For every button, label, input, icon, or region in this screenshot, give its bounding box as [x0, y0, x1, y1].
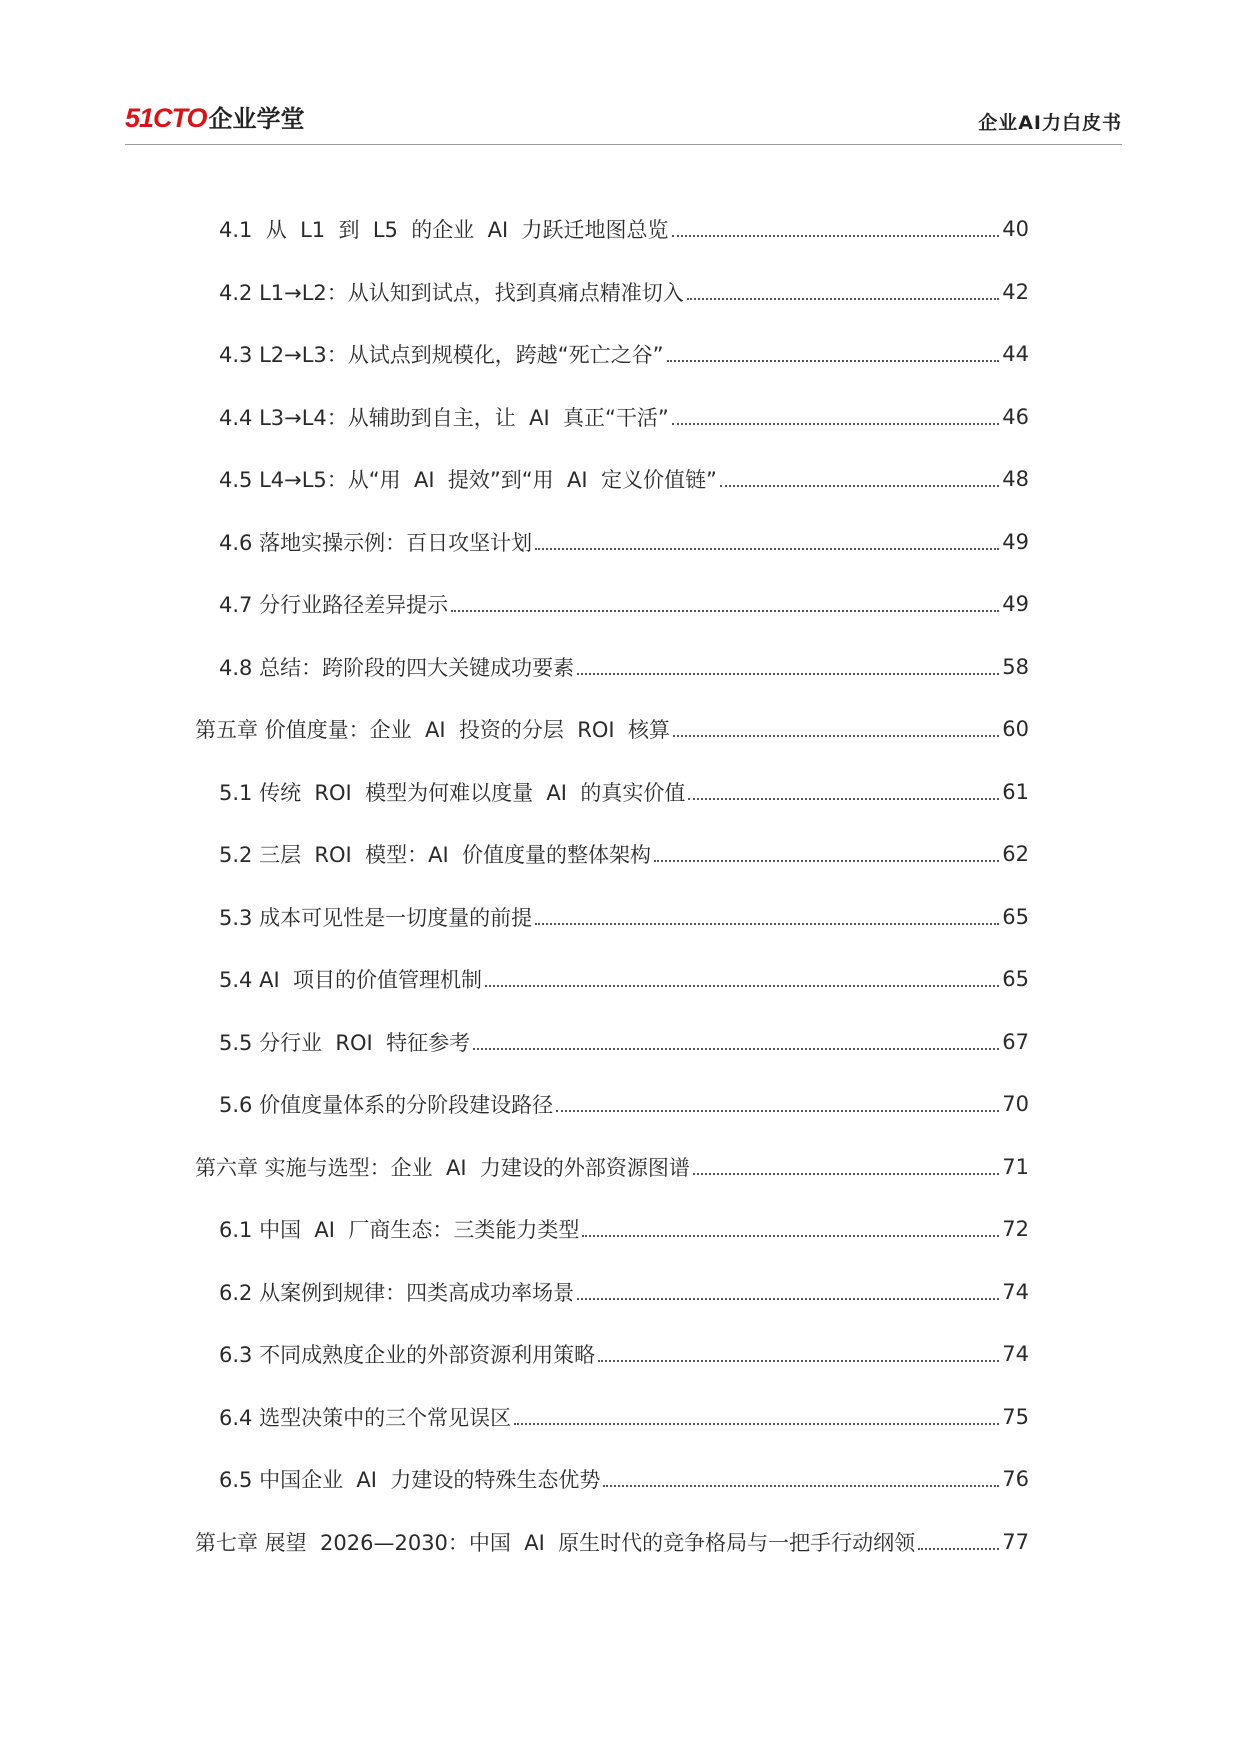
toc-dot-leader: [582, 1235, 999, 1237]
toc-page-number: 77: [1002, 1529, 1029, 1554]
toc-page-number: 75: [1002, 1404, 1029, 1429]
toc-entry-title: 6.2 从案例到规律：四类高成功率场景: [219, 1280, 575, 1305]
toc-section-entry[interactable]: [195, 1448, 1029, 1511]
toc-section-entry[interactable]: [195, 448, 1029, 511]
toc-page-number: 72: [1002, 1217, 1029, 1242]
brand-logo-group: [125, 104, 305, 133]
toc-page-number: 61: [1002, 779, 1029, 804]
toc-entry-title: 6.4 选型决策中的三个常见误区: [219, 1405, 512, 1430]
toc-page-number: 65: [1002, 967, 1029, 992]
toc-entry-title: 4.7 分行业路径差异提示: [219, 593, 449, 618]
toc-dot-leader: [598, 1360, 999, 1362]
toc-page-number: 58: [1002, 654, 1029, 679]
toc-dot-leader: [654, 860, 999, 862]
toc-section-entry[interactable]: [195, 511, 1029, 574]
toc-dot-leader: [720, 485, 999, 487]
toc-page-number: 40: [1002, 217, 1029, 242]
toc-entry-title: 5.1 传统 ROI 模型为何难以度量 AI 的真实价值: [219, 780, 686, 805]
toc-page-number: 65: [1002, 904, 1029, 929]
toc-entry-title: 第六章 实施与选型：企业 AI 力建设的外部资源图谱: [195, 1155, 690, 1180]
toc-section-entry[interactable]: [195, 1198, 1029, 1261]
toc-page-number: 49: [1002, 592, 1029, 617]
toc-page-number: 76: [1002, 1467, 1029, 1492]
toc-dot-leader: [672, 423, 999, 425]
toc-section-entry[interactable]: [195, 1323, 1029, 1386]
toc-page-number: 62: [1002, 842, 1029, 867]
toc-entry-title: 5.6 价值度量体系的分阶段建设路径: [219, 1093, 554, 1118]
toc-entry-title: 4.5 L4→L5：从“用 AI 提效”到“用 AI 定义价值链”: [219, 468, 717, 493]
toc-dot-leader: [603, 1485, 999, 1487]
toc-chapter-entry[interactable]: [195, 698, 1029, 761]
toc-dot-leader: [451, 610, 999, 612]
toc-entry-title: 5.2 三层 ROI 模型：AI 价值度量的整体架构: [219, 843, 651, 868]
toc-dot-leader: [485, 985, 999, 987]
toc-section-entry[interactable]: [195, 636, 1029, 699]
toc-entry-title: 5.4 AI 项目的价值管理机制: [219, 968, 482, 993]
toc-dot-leader: [667, 360, 1000, 362]
toc-dot-leader: [577, 673, 999, 675]
toc-dot-leader: [693, 1173, 999, 1175]
toc-page-number: 70: [1002, 1092, 1029, 1117]
toc-entry-title: 第五章 价值度量：企业 AI 投资的分层 ROI 核算: [195, 718, 670, 743]
toc-page-number: 74: [1002, 1279, 1029, 1304]
toc-dot-leader: [688, 798, 999, 800]
toc-entry-title: 4.1 从 L1 到 L5 的企业 AI 力跃迁地图总览: [219, 218, 669, 243]
brand-name: 企业学堂: [208, 105, 305, 133]
toc-section-entry[interactable]: [195, 261, 1029, 324]
toc-entry-title: 4.2 L1→L2：从认知到试点，找到真痛点精准切入: [219, 280, 684, 305]
toc-page-number: 42: [1002, 279, 1029, 304]
toc-entry-title: 6.3 不同成熟度企业的外部资源利用策略: [219, 1343, 596, 1368]
page-header: [125, 100, 1122, 145]
table-of-contents: [195, 198, 1029, 1573]
toc-page-number: 44: [1002, 342, 1029, 367]
toc-dot-leader: [577, 1298, 999, 1300]
toc-dot-leader: [473, 1048, 999, 1050]
toc-page-number: 74: [1002, 1342, 1029, 1367]
toc-section-entry[interactable]: [195, 573, 1029, 636]
toc-section-entry[interactable]: [195, 1386, 1029, 1449]
toc-section-entry[interactable]: [195, 1261, 1029, 1324]
toc-section-entry[interactable]: [195, 1073, 1029, 1136]
toc-dot-leader: [535, 548, 999, 550]
toc-entry-title: 6.1 中国 AI 厂商生态：三类能力类型: [219, 1218, 580, 1243]
toc-entry-title: 4.3 L2→L3：从试点到规模化，跨越“死亡之谷”: [219, 343, 664, 368]
toc-dot-leader: [535, 923, 999, 925]
toc-entry-title: 4.4 L3→L4：从辅助到自主，让 AI 真正“干活”: [219, 405, 669, 430]
toc-dot-leader: [514, 1423, 999, 1425]
toc-page-number: 60: [1002, 717, 1029, 742]
toc-chapter-entry[interactable]: [195, 1511, 1029, 1574]
toc-entry-title: 4.6 落地实操示例：百日攻坚计划: [219, 530, 533, 555]
toc-section-entry[interactable]: [195, 198, 1029, 261]
toc-section-entry[interactable]: [195, 823, 1029, 886]
toc-section-entry[interactable]: [195, 886, 1029, 949]
brand-logo: 51CTO: [125, 103, 207, 133]
toc-chapter-entry[interactable]: [195, 1136, 1029, 1199]
toc-section-entry[interactable]: [195, 386, 1029, 449]
toc-section-entry[interactable]: [195, 761, 1029, 824]
toc-entry-title: 5.5 分行业 ROI 特征参考: [219, 1030, 471, 1055]
toc-page-number: 46: [1002, 404, 1029, 429]
toc-entry-title: 6.5 中国企业 AI 力建设的特殊生态优势: [219, 1468, 601, 1493]
toc-page-number: 49: [1002, 529, 1029, 554]
toc-dot-leader: [687, 298, 999, 300]
toc-section-entry[interactable]: [195, 323, 1029, 386]
toc-page-number: 48: [1002, 467, 1029, 492]
toc-dot-leader: [556, 1110, 999, 1112]
document-title: 企业AI力白皮书: [978, 112, 1122, 134]
toc-entry-title: 4.8 总结：跨阶段的四大关键成功要素: [219, 655, 575, 680]
toc-page-number: 71: [1002, 1154, 1029, 1179]
toc-page-number: 67: [1002, 1029, 1029, 1054]
toc-dot-leader: [918, 1548, 999, 1550]
toc-dot-leader: [673, 735, 999, 737]
toc-entry-title: 5.3 成本可见性是一切度量的前提: [219, 905, 533, 930]
toc-entry-title: 第七章 展望 2026—2030：中国 AI 原生时代的竞争格局与一把手行动纲领: [195, 1530, 916, 1555]
toc-dot-leader: [672, 235, 1000, 237]
toc-section-entry[interactable]: [195, 1011, 1029, 1074]
toc-section-entry[interactable]: [195, 948, 1029, 1011]
